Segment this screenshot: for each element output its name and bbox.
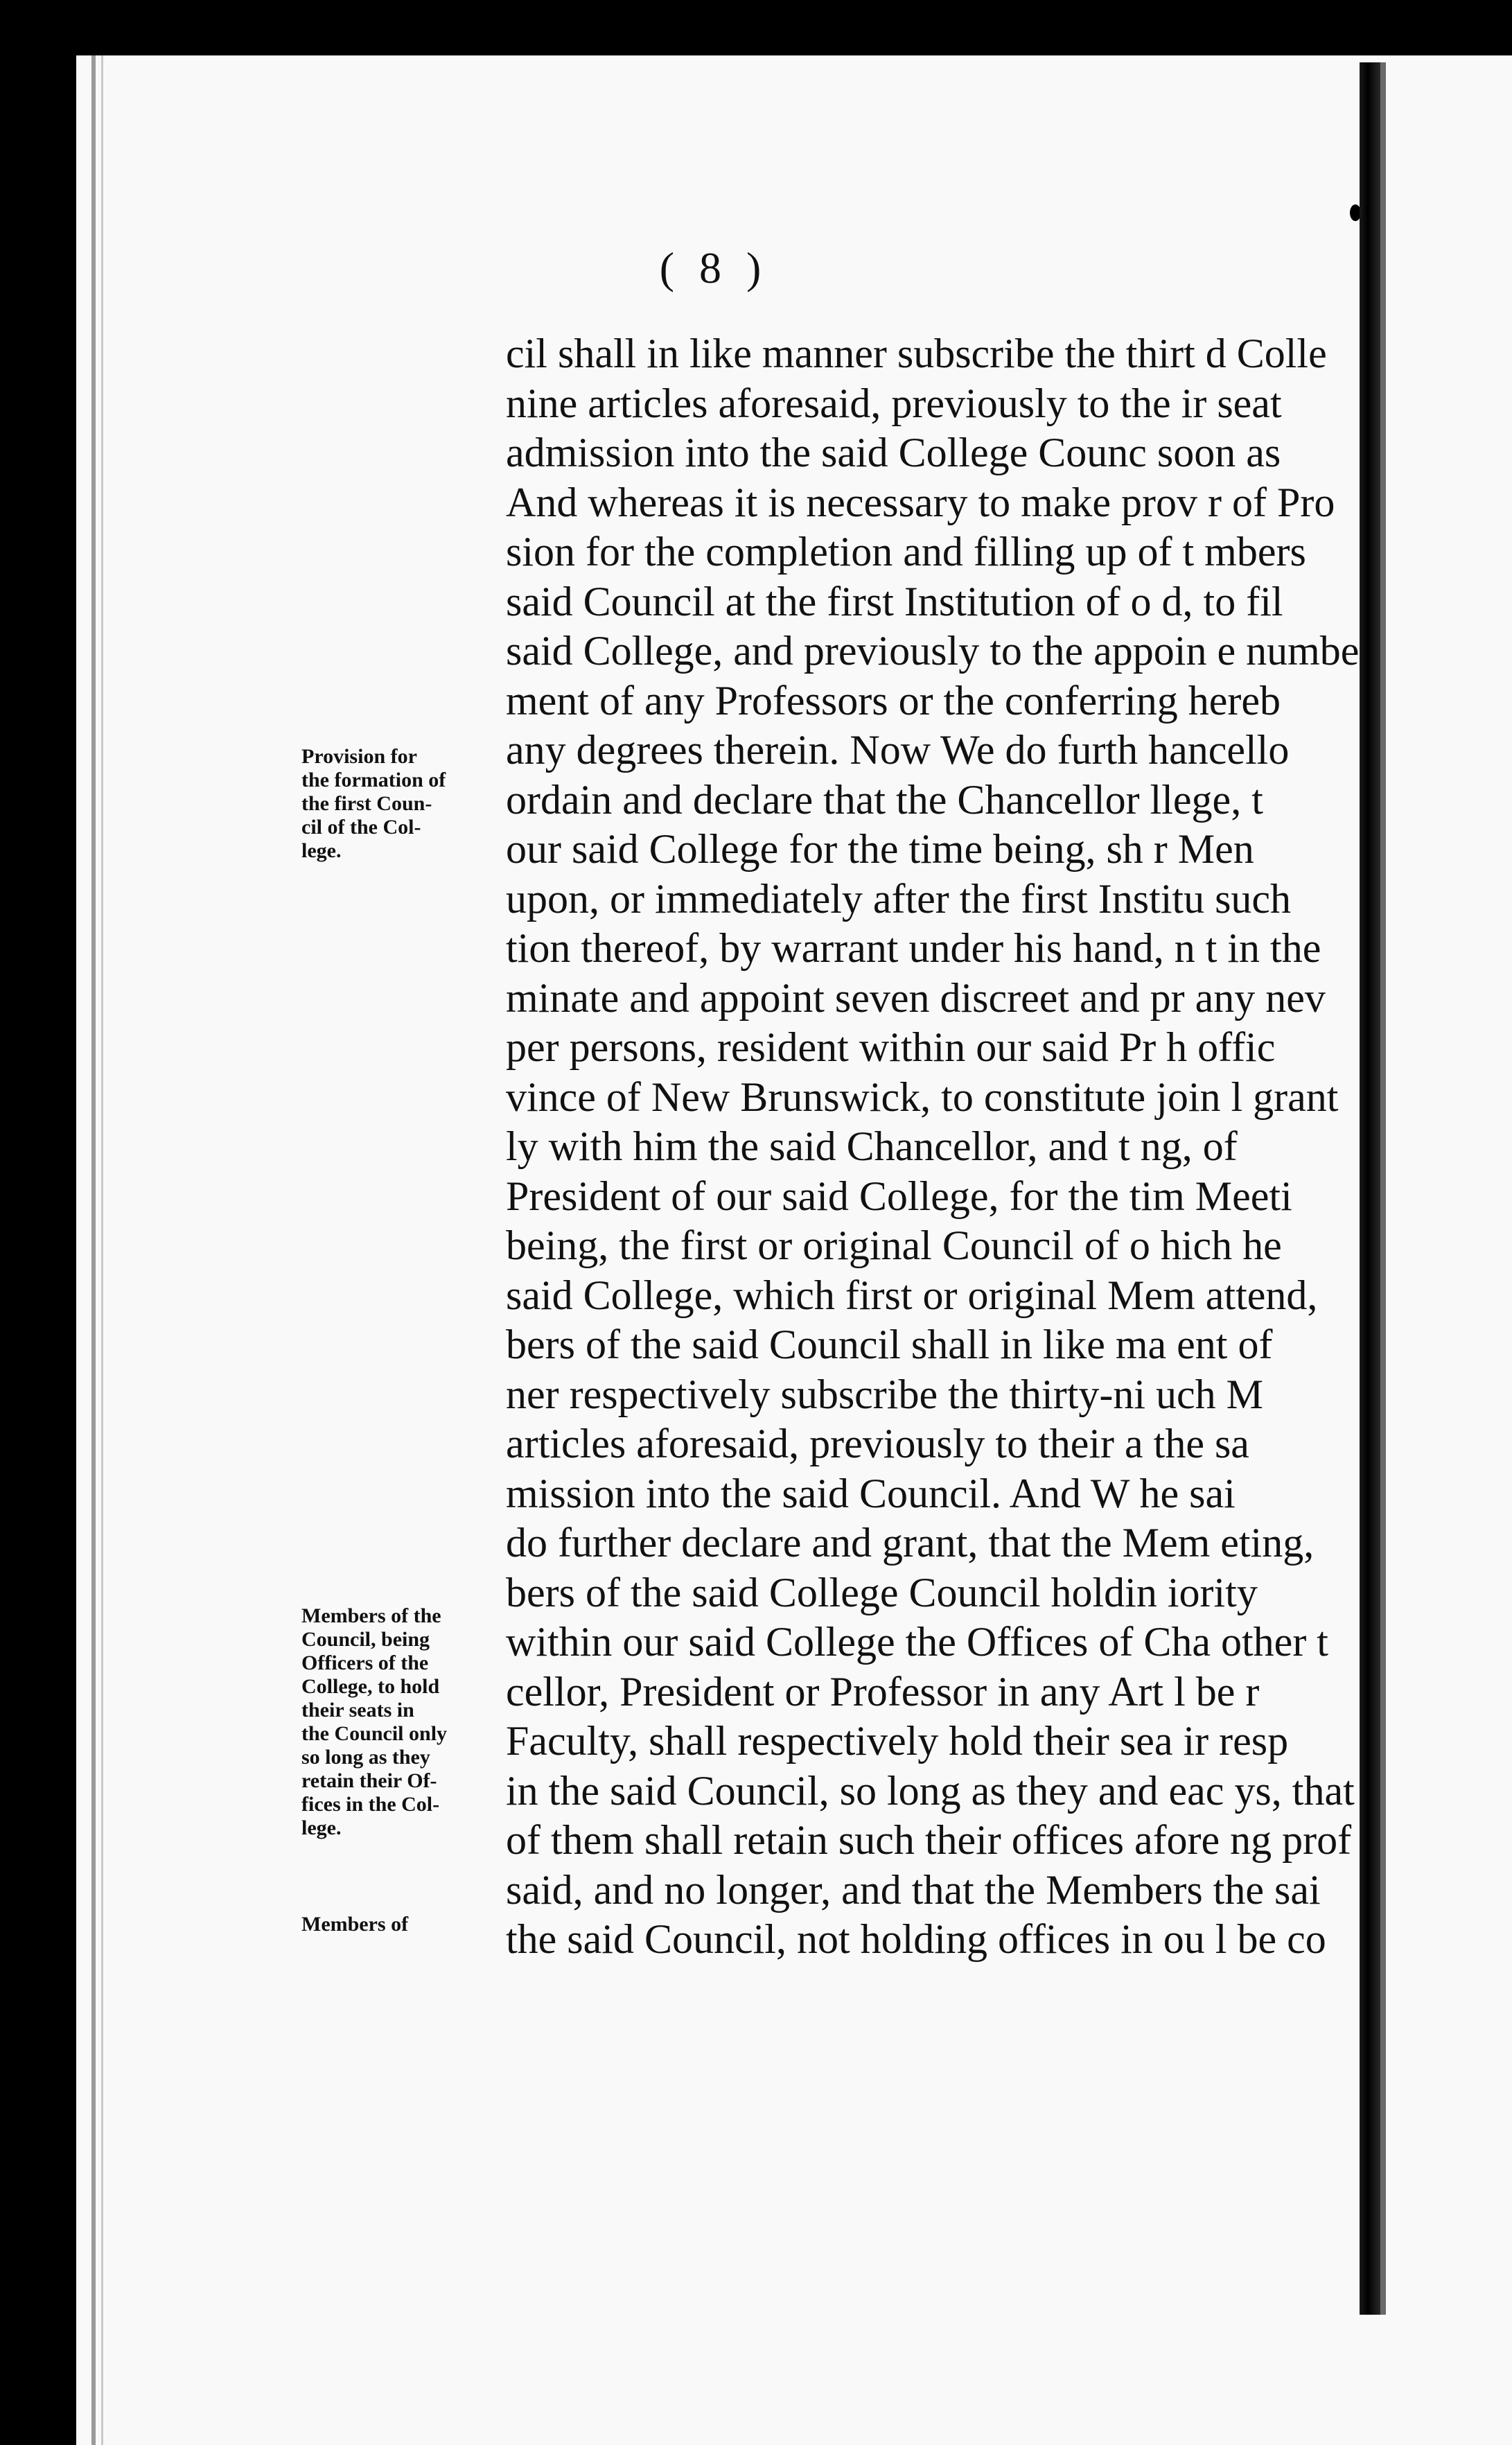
margin-note-line: Council, being <box>301 1628 430 1651</box>
margin-note-line: Provision for <box>301 745 417 768</box>
text-line: any degrees therein. Now We do furth hancello <box>506 727 1290 773</box>
text-line: within our said College the Offices of Cha other t <box>506 1619 1328 1665</box>
text-line: tion thereof, by warrant under his hand, n t in the <box>506 925 1321 971</box>
binding-gutter <box>1360 62 1380 2315</box>
text-line: Faculty, shall respectively hold their sea ir resp <box>506 1718 1289 1764</box>
margin-note-line: the first Coun- <box>301 792 432 815</box>
margin-note-line: cil of the Col- <box>301 816 421 839</box>
page-edge-rule-inner <box>101 55 103 2445</box>
text-line: sion for the completion and filling up of t mbers <box>506 529 1306 575</box>
margin-note-line: retain their Of- <box>301 1769 437 1792</box>
margin-note-line: the formation of <box>301 769 446 791</box>
text-line: admission into the said College Counc soon as <box>506 430 1281 475</box>
text-line: vince of New Brunswick, to constitute join l grant <box>506 1073 1339 1120</box>
margin-note-line: Officers of the <box>301 1651 429 1674</box>
text-line: said, and no longer, and that the Members the sai <box>506 1866 1321 1913</box>
text-line: said Council at the first Institution of o d, to fil <box>506 578 1283 624</box>
text-line: And whereas it is necessary to make prov r of Pro <box>506 479 1335 525</box>
text-line: bers of the said Council shall in like ma ent of <box>506 1322 1273 1367</box>
margin-note-members-officers <box>301 1604 502 1840</box>
margin-note-line: Members of the <box>301 1604 441 1627</box>
text-line: nine articles aforesaid, previously to the ir seat <box>506 380 1282 426</box>
margin-note-line: lege. <box>301 1816 342 1839</box>
margin-note-line: so long as they <box>301 1746 430 1769</box>
text-line: our said College for the time being, sh r Men <box>506 826 1254 872</box>
margin-note-line: Members of <box>301 1913 409 1936</box>
margin-note-line: their seats in <box>301 1699 414 1721</box>
text-line: President of our said College, for the tim Meeti <box>506 1173 1292 1219</box>
margin-note-line: College, to hold <box>301 1675 440 1698</box>
text-line: in the said Council, so long as they and eac ys, that <box>506 1767 1355 1814</box>
text-line: articles aforesaid, previously to their a the sa <box>506 1421 1249 1466</box>
text-line: mission into the said Council. And W he sai <box>506 1470 1236 1516</box>
text-line: ner respectively subscribe the thirty-ni uch M <box>506 1371 1264 1417</box>
text-line: of them shall retain such their offices afore ng prof <box>506 1817 1352 1863</box>
page-edge-rule <box>91 55 96 2445</box>
text-line: do further declare and grant, that the Mem eting, <box>506 1520 1315 1566</box>
text-line: cellor, President or Professor in any Art l be r <box>506 1668 1260 1715</box>
page-number: ( 8 ) <box>659 243 768 292</box>
text-line: upon, or immediately after the first Institu such <box>506 875 1292 922</box>
text-line: cil shall in like manner subscribe the thirt d Colle <box>506 331 1327 376</box>
margin-note-line: lege. <box>301 839 342 862</box>
text-line: ly with him the said Chancellor, and t ng, of <box>506 1123 1238 1169</box>
text-line: said College, which first or original Mem attend, <box>506 1272 1318 1318</box>
margin-note-provision <box>301 745 502 863</box>
margin-note-line: the Council only <box>301 1722 448 1745</box>
margin-note-members-of <box>301 1913 502 1936</box>
text-line: ment of any Professors or the conferring hereb <box>506 677 1281 724</box>
text-line: the said Council, not holding offices in ou l be co <box>506 1916 1326 1962</box>
text-line: bers of the said College Council holdin iority <box>506 1569 1258 1615</box>
text-line: per persons, resident within our said Pr h offic <box>506 1024 1276 1070</box>
text-line: being, the first or original Council of o hich he <box>506 1222 1282 1268</box>
document-page <box>76 55 1512 2445</box>
text-line: minate and appoint seven discreet and pr any nev <box>506 974 1326 1021</box>
margin-note-line: fices in the Col- <box>301 1793 440 1816</box>
binding-gutter-edge <box>1380 62 1386 2315</box>
text-line: said College, and previously to the appoin e numbe <box>506 628 1360 674</box>
text-line: ordain and declare that the Chancellor llege, t <box>506 776 1263 823</box>
